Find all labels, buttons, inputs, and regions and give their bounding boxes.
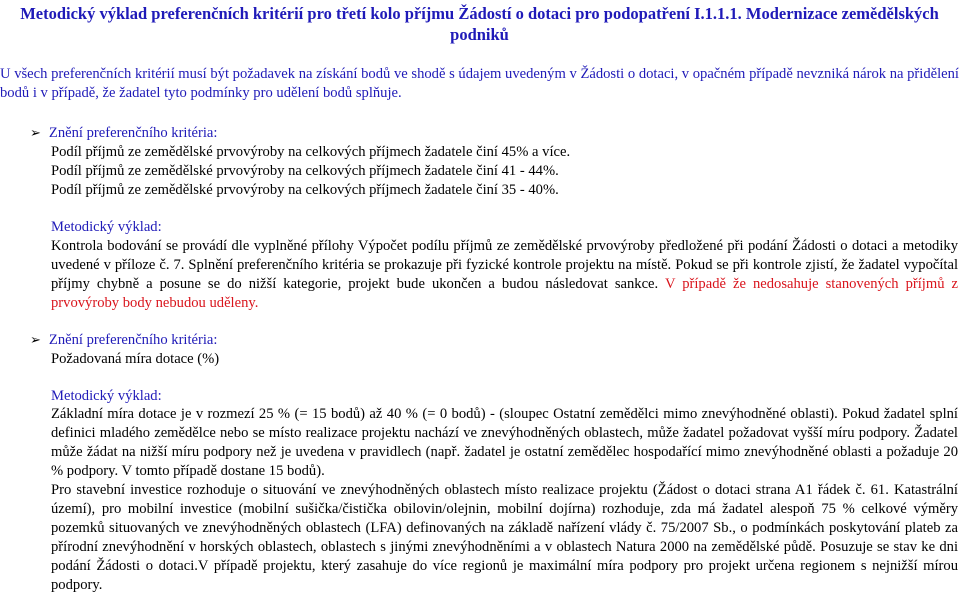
section-1-heading-text: Znění preferenčního kritéria: [48,125,218,141]
criterion-item-2: Podíl příjmů ze zemědělské prvovýroby na celkových příjmech žadatele činí 41 - 44%. [51,163,559,179]
section-2-item: Požadovaná míra dotace (%) [51,351,220,367]
intro-paragraph: U všech preferenčních kritérií musí být požadavek na získání bodů ve shodě s údajem uvedeným v Žádosti o dotaci, v opačném případě nevzniká nárok na přidělení bodů i v případě, že žadatel tyto podmínky pro udělení bodů splňuje. [0,66,959,101]
section-2-heading-text: Znění preferenčního kritéria: [48,332,218,348]
arrow-bullet-icon: ➢ [30,333,41,348]
section-1-method-text [51,237,958,313]
section-2-method-paragraph-2: Pro stavební investice rozhoduje o situování ve znevýhodněných oblastech místo realizace projektu (Žádost o dotaci strana A1 řádek č. 61. Katastrální území), pro mobilní investice (mobilní sušička/čistička obilovin/olejnin, mobilní dojírna) rozhoduje, zda má žadatel alespoň 75 % celkové výměry pozemků situovaných ve znevýhodněných oblastech (LFA) definovaných na základě nařízení vlády č. 75/2007 Sb., o podmínkách poskytování plateb za přírodní znevýhodnění v horských oblastech, oblastech s jinými znevýhodněními a v oblastech Natura 2000 na zemědělské půdě. Posuzuje se stav ke dni podání Žádosti o dotaci.V případě projektu, který zasahuje do více regionů je maximální míra podpory pro projekt určena regionem s nejnižší mírou podpory. [51,482,958,593]
section-2-heading [30,331,217,350]
section-1-method-body: Kontrola bodování se provádí dle vyplněné přílohy Výpočet podílu příjmů ze zemědělské prvovýroby předložené při podání Žádosti o dotaci a metodiky uvedené v příloze č. 7. Splnění preferenčního kritéria se prokazuje při fyzické kontrole projektu na místě. Pokud se při kontrole zjistí, že žadatel vypočítal příjmy chybně a posune se do nižší kategorie, projekt bude ukončen a budou následovat sankce. [51,238,958,292]
arrow-bullet-icon: ➢ [30,126,41,141]
section-1-heading [30,124,217,143]
section-2-method-paragraph-1: Základní míra dotace je v rozmezí 25 % (= 15 bodů) až 40 % (= 0 bodů) - (sloupec Ostatní zemědělci mimo znevýhodněné oblasti). Pokud žadatel splní definici mladého zemědělce nebo se místo realizace projektu nachází ve znevýhodněných oblastech, může žadatel požadovat vyšší míru podpory. Žadatel může žádat na nižší míru podpory než je uvedena v pravidlech (např. žadatel je ostatní zemědělec hospodařící mimo znevýhodněné oblasti a požaduje 20 % podpory. V tomto případě dostane 15 bodů). [51,406,958,479]
criterion-item-1: Podíl příjmů ze zemědělské prvovýroby na celkových příjmech žadatele činí 45% a více. [51,144,571,160]
document-title: Metodický výklad preferenčních kritérií pro třetí kolo příjmu Žádostí o dotaci pro podopatření I.1.1.1. Modernizace zemědělských podniků [20,4,939,44]
section-2-method-text [51,405,958,595]
section-1-method-warning: V případě že nedosahuje stanovených příjmů z prvovýroby body nebudou uděleny. [51,276,958,311]
criterion-item-3: Podíl příjmů ze zemědělské prvovýroby na celkových příjmech žadatele činí 35 - 40%. [51,182,559,198]
section-2-method-label: Metodický výklad: [51,388,162,404]
section-1-method-label: Metodický výklad: [51,219,162,235]
